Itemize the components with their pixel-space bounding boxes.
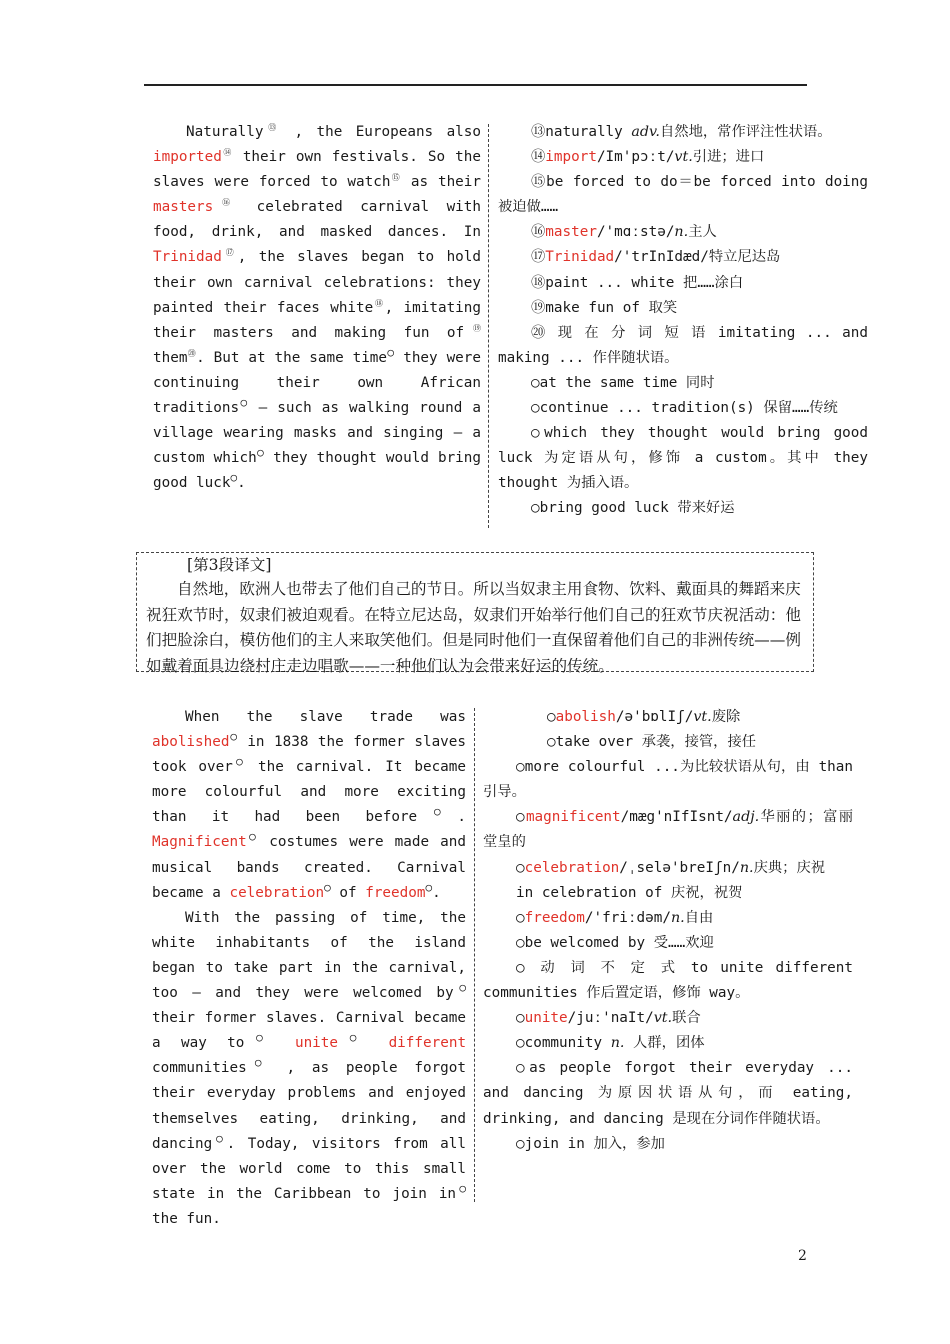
text-run: 自由 xyxy=(684,909,714,926)
text-run: /mæg'nIfIsnt/ xyxy=(620,809,733,826)
key-word: imported xyxy=(153,149,222,166)
text-run xyxy=(275,1035,295,1051)
text-run: ○which they thought would bring good luck 为定语从句，修饰 a custom。其中 they thought 为插入语。 xyxy=(498,425,868,492)
key-word: import xyxy=(545,149,597,166)
footnote-marker: ○ xyxy=(387,345,395,359)
text-run: /ə'bɒlIʃ/ xyxy=(615,709,694,725)
footnote-marker: ⑭ xyxy=(221,148,233,158)
text-run: ⑯ xyxy=(531,224,546,241)
text-run: ○bring good luck 带来好运 xyxy=(531,500,735,517)
footnote-marker: ○ xyxy=(232,755,247,769)
footnote-marker: ○ xyxy=(256,446,265,460)
page-number: 2 xyxy=(798,1248,807,1264)
column-divider xyxy=(488,124,489,528)
part-of-speech: vt. xyxy=(693,709,712,725)
text-run: 联合 xyxy=(672,1010,701,1027)
text-run: /'trInIdæd/特立尼达岛 xyxy=(614,249,781,266)
footnote-marker: ○ xyxy=(212,1131,227,1145)
passage-text xyxy=(152,705,466,906)
key-word: unite xyxy=(524,1010,568,1027)
vocabulary-notes-1 xyxy=(498,120,868,522)
text-run: 主人 xyxy=(688,224,717,241)
footnote-marker: ○ xyxy=(230,471,238,485)
part-of-speech: n. xyxy=(670,909,685,926)
text-run: . xyxy=(457,809,466,826)
footnote-marker: ○ xyxy=(244,1031,275,1045)
note-item xyxy=(498,271,868,296)
text-run: 庆典；庆祝 xyxy=(753,859,826,876)
note-item xyxy=(483,906,853,931)
text-run: ○as people forgot their everyday ... and dancing 为原因状语从句，而 eating, drinking, and dancing 是现在分词作伴随状语。 xyxy=(483,1060,853,1127)
text-run: ○join in 加入，参加 xyxy=(516,1135,665,1152)
text-run: ⑭ xyxy=(531,149,546,166)
footnote-marker: ⑱ xyxy=(373,298,385,308)
key-word: abolished xyxy=(152,734,230,751)
text-run: ○ xyxy=(547,709,556,725)
note-item xyxy=(498,220,868,245)
part-of-speech: n. xyxy=(739,859,754,876)
text-run: ⑲make fun of 取笑 xyxy=(531,299,678,316)
translation-text: 自然地，欧洲人也带去了他们自己的节日。所以当奴隶主用食物、饮料、戴面具的舞蹈来庆祝狂欢节时，奴隶们被迫观看。在特立尼达岛，奴隶们开始举行他们自己的狂欢节庆祝活动：他们把脸涂白，模仿他们的主人来取笑他们。但是同时他们一直保留着他们自己的非洲传统——例如戴着面具边绕村庄走边唱歌——一种他们认为会带来好运的传统。 xyxy=(146,580,801,675)
note-item xyxy=(498,296,868,321)
text-run: ⑮be forced to do＝be forced into doing 被迫做…… xyxy=(498,174,868,216)
part-of-speech: adv. xyxy=(631,124,660,140)
text-run: ○continue ... tradition(s) 保留……传统 xyxy=(531,400,838,417)
text-run: . xyxy=(237,475,246,492)
footnote-marker: ○ xyxy=(456,1181,467,1195)
footnote-marker: ○ xyxy=(229,730,238,744)
text-run: ⑳ 现 在 分 词 短 语 imitating ... and making ... 作伴随状语。 xyxy=(498,324,868,366)
text-run: When the slave trade was xyxy=(185,709,466,725)
footnote-marker: ○ xyxy=(246,830,259,844)
text-run: , as people forgot their everyday problems and enjoyed themselves eating, drinking, and dancing xyxy=(152,1060,467,1152)
key-word: abolish xyxy=(555,709,616,725)
footnote-marker: ⑬ xyxy=(263,123,282,132)
key-word: Trinidad xyxy=(545,249,615,266)
footnote-marker: ○ xyxy=(453,981,466,995)
footnote-marker: ○ xyxy=(425,880,433,894)
vocabulary-notes-2 xyxy=(483,705,853,1157)
text-run: their former slaves. Carnival became a way to xyxy=(152,1010,466,1052)
note-item xyxy=(483,1031,853,1056)
note-item xyxy=(483,1132,853,1157)
column-divider xyxy=(474,708,475,1202)
text-run: . xyxy=(432,884,441,901)
passage-text xyxy=(152,906,466,1232)
translation-title: [第3段译文] xyxy=(187,556,272,574)
note-item xyxy=(498,170,868,220)
text-run: . Today, visitors from all over the world come to this small state in the Caribbean to join in xyxy=(152,1135,467,1202)
text-run: them xyxy=(153,349,188,366)
footnote-marker: ⑰ xyxy=(221,248,238,258)
text-run: /'friːdəm/ xyxy=(584,909,671,926)
header-rule xyxy=(144,84,807,86)
part-of-speech: adj. xyxy=(732,809,760,826)
text-run: their own festivals. So the slaves were forced to watch xyxy=(153,149,481,191)
key-word: unite xyxy=(294,1035,339,1052)
note-item xyxy=(483,881,853,906)
text-run: ○ xyxy=(516,809,526,826)
part-of-speech: vt. xyxy=(653,1010,673,1027)
text-run: the fun. xyxy=(152,1210,221,1227)
part-of-speech: n. xyxy=(610,1035,625,1052)
text-run: ○ xyxy=(516,859,525,876)
text-run: ⑰ xyxy=(531,249,546,266)
note-item xyxy=(498,371,868,396)
text-run: ○more colourful ...为比较状语从句，由 than 引导。 xyxy=(483,759,853,801)
footnote-marker: ○ xyxy=(246,1056,270,1070)
text-run: celebrated carnival with food, drink, and masked dances. In xyxy=(153,199,482,241)
text-run: , imitating their masters and making fun of xyxy=(153,299,481,341)
footnote-marker: ⑲ xyxy=(464,323,481,333)
key-word: master xyxy=(545,224,597,241)
text-run xyxy=(368,1035,388,1051)
note-item xyxy=(498,245,868,270)
text-run: 引进；进口 xyxy=(692,149,765,166)
passage-paragraphs-4-5 xyxy=(152,705,466,1232)
key-word: masters xyxy=(153,199,214,216)
text-run: ○at the same time 同时 xyxy=(531,374,715,391)
translation-box xyxy=(136,552,814,675)
note-item xyxy=(483,1006,853,1031)
text-run: , the Europeans also xyxy=(281,124,481,140)
text-run: as their xyxy=(401,174,481,191)
note-item xyxy=(483,1056,853,1131)
text-run: /Im'pɔːt/ xyxy=(596,149,675,166)
text-run: ○ xyxy=(516,1010,525,1027)
note-item xyxy=(483,956,853,1006)
text-run: — such as walking round a village wearing masks and singing — a custom which xyxy=(153,400,481,467)
passage-text xyxy=(153,120,481,496)
text-run: ○take over 承袭，接管，接任 xyxy=(547,734,757,751)
note-item xyxy=(483,730,853,755)
text-run: 人群，团体 xyxy=(624,1035,705,1052)
text-run: 华丽的；富丽堂皇的 xyxy=(483,809,854,851)
note-item xyxy=(483,856,853,881)
key-word: Magnificent xyxy=(152,834,247,851)
note-item xyxy=(498,145,868,170)
note-item xyxy=(498,396,868,421)
footnote-marker: ○ xyxy=(324,880,331,894)
key-word: magnificent xyxy=(525,809,621,826)
text-run: in celebration of 庆祝，祝贺 xyxy=(516,884,743,901)
text-run: communities xyxy=(152,1060,247,1077)
text-run: they thought would bring good luck xyxy=(153,450,481,492)
text-run: With the passing of time, the white inhabitants of the island began to take part in the carnival, too — and they were welcomed by xyxy=(152,909,466,1002)
note-item xyxy=(483,931,853,956)
text-run: ⑬naturally xyxy=(531,124,632,140)
text-run: ⑱paint ... white 把……涂白 xyxy=(531,274,744,291)
footnote-marker: ⑳ xyxy=(187,348,197,358)
text-run: /'mɑːstə/ xyxy=(596,224,675,241)
key-word: Trinidad xyxy=(153,249,222,266)
text-run: ○ 动 词 不 定 式 to unite different communities 作后置定语，修饰 way。 xyxy=(483,959,853,1002)
note-item xyxy=(498,421,868,496)
key-word: celebration xyxy=(229,884,325,901)
note-item xyxy=(483,755,853,805)
text-run: /juː'naIt/ xyxy=(567,1010,654,1027)
footnote-marker: ⑯ xyxy=(213,198,240,208)
note-item xyxy=(483,705,853,730)
text-run: Naturally xyxy=(186,124,264,140)
text-run: ○community xyxy=(516,1035,611,1052)
text-run: they were continuing their own African traditions xyxy=(153,349,482,417)
key-word: freedom xyxy=(365,884,426,901)
text-run: the carnival. It became more colourful and more exciting than it had been before xyxy=(152,759,467,826)
text-run: ○be welcomed by 受……欢迎 xyxy=(516,934,714,951)
passage-paragraph-3 xyxy=(153,120,481,496)
text-run: in 1838 the former slaves took over xyxy=(152,734,467,776)
note-item xyxy=(498,496,868,521)
text-run: ○ xyxy=(516,909,525,926)
footnote-marker: ○ xyxy=(239,396,249,410)
text-run: costumes were made and musical bands created. Carnival became a xyxy=(152,834,466,901)
part-of-speech: vt. xyxy=(674,149,693,166)
key-word: celebration xyxy=(524,859,620,876)
text-run: 自然地，常作评注性状语。 xyxy=(659,124,832,140)
note-item xyxy=(498,321,868,371)
footnote-marker: ⑮ xyxy=(390,173,401,183)
note-item xyxy=(483,805,853,855)
text-run: . But at the same time xyxy=(196,349,388,366)
key-word: freedom xyxy=(524,909,585,926)
note-item xyxy=(498,120,868,145)
key-word: different xyxy=(388,1035,467,1052)
footnote-marker: ○ xyxy=(417,805,458,819)
footnote-marker: ○ xyxy=(338,1031,369,1045)
part-of-speech: n. xyxy=(674,224,689,241)
text-run: , the slaves began to hold their own carnival celebrations: they painted their faces white xyxy=(153,249,482,316)
text-run: 废除 xyxy=(711,709,741,725)
text-run: of xyxy=(330,884,366,901)
text-run: /ˌselə'breIʃn/ xyxy=(619,859,740,876)
